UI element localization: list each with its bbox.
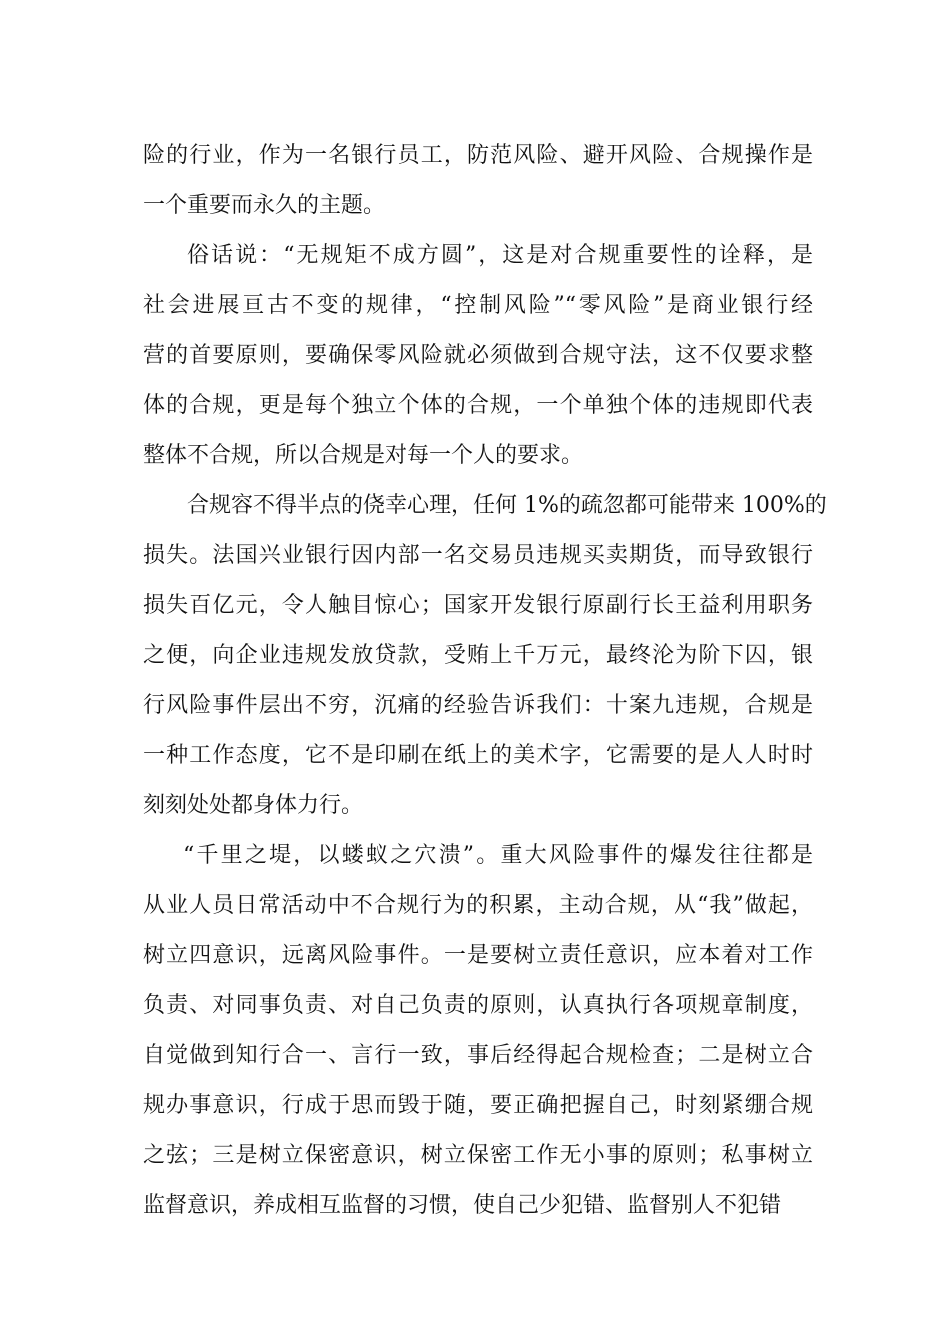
- paragraph-3: [143, 481, 827, 831]
- document-body: [143, 131, 827, 1231]
- paragraph-4: [143, 831, 813, 1231]
- paragraph-line: 社会进展亘古不变的规律，“控制风险”“零风险”是商业银行经: [143, 293, 813, 318]
- paragraph-line: 负责、对同事负责、对自己负责的原则，认真执行各项规章制度，: [143, 993, 813, 1018]
- paragraph-line: 一种工作态度，它不是印刷在纸上的美术字，它需要的是人人时时: [143, 743, 813, 768]
- paragraph-line: 险的行业，作为一名银行员工，防范风险、避开风险、合规操作是: [143, 143, 813, 168]
- paragraph-line: 之弦；三是树立保密意识，树立保密工作无小事的原则；私事树立: [143, 1143, 813, 1168]
- paragraph-line: 营的首要原则，要确保零风险就必须做到合规守法，这不仅要求整: [143, 343, 813, 368]
- paragraph-line: 规办事意识，行成于思而毁于随，要正确把握自己，时刻紧绷合规: [143, 1093, 813, 1118]
- paragraph-line: 刻刻处处都身体力行。: [143, 793, 364, 818]
- paragraph-line: 整体不合规，所以合规是对每一个人的要求。: [143, 443, 584, 468]
- paragraph-2: [143, 231, 813, 481]
- paragraph-line: “千里之堤，以蝼蚁之穴溃”。重大风险事件的爆发往往都是: [183, 843, 813, 868]
- paragraph-line: 合规容不得半点的侥幸心理，任何 1%的疏忽都可能带来 100%的: [187, 493, 827, 518]
- paragraph-line: 一个重要而永久的主题。: [143, 193, 386, 218]
- paragraph-1: [143, 131, 813, 231]
- paragraph-line: 损失。法国兴业银行因内部一名交易员违规买卖期货，而导致银行: [143, 543, 813, 568]
- paragraph-line: 树立四意识，远离风险事件。一是要树立责任意识，应本着对工作: [143, 943, 813, 968]
- paragraph-line: 损失百亿元，令人触目惊心；国家开发银行原副行长王益利用职务: [143, 593, 813, 618]
- paragraph-line: 从业人员日常活动中不合规行为的积累，主动合规，从“我”做起，: [143, 893, 813, 918]
- paragraph-line: 体的合规，更是每个独立个体的合规，一个单独个体的违规即代表: [143, 393, 813, 418]
- paragraph-line: 俗话说：“无规矩不成方圆”，这是对合规重要性的诠释，是: [187, 243, 813, 268]
- paragraph-line: 监督意识，养成相互监督的习惯，使自己少犯错、监督别人不犯错: [143, 1193, 782, 1218]
- paragraph-line: 行风险事件层出不穷，沉痛的经验告诉我们：十案九违规，合规是: [143, 693, 813, 718]
- paragraph-line: 之便，向企业违规发放贷款，受贿上千万元，最终沦为阶下囚，银: [143, 643, 813, 668]
- paragraph-line: 自觉做到知行合一、言行一致，事后经得起合规检查；二是树立合: [143, 1043, 813, 1068]
